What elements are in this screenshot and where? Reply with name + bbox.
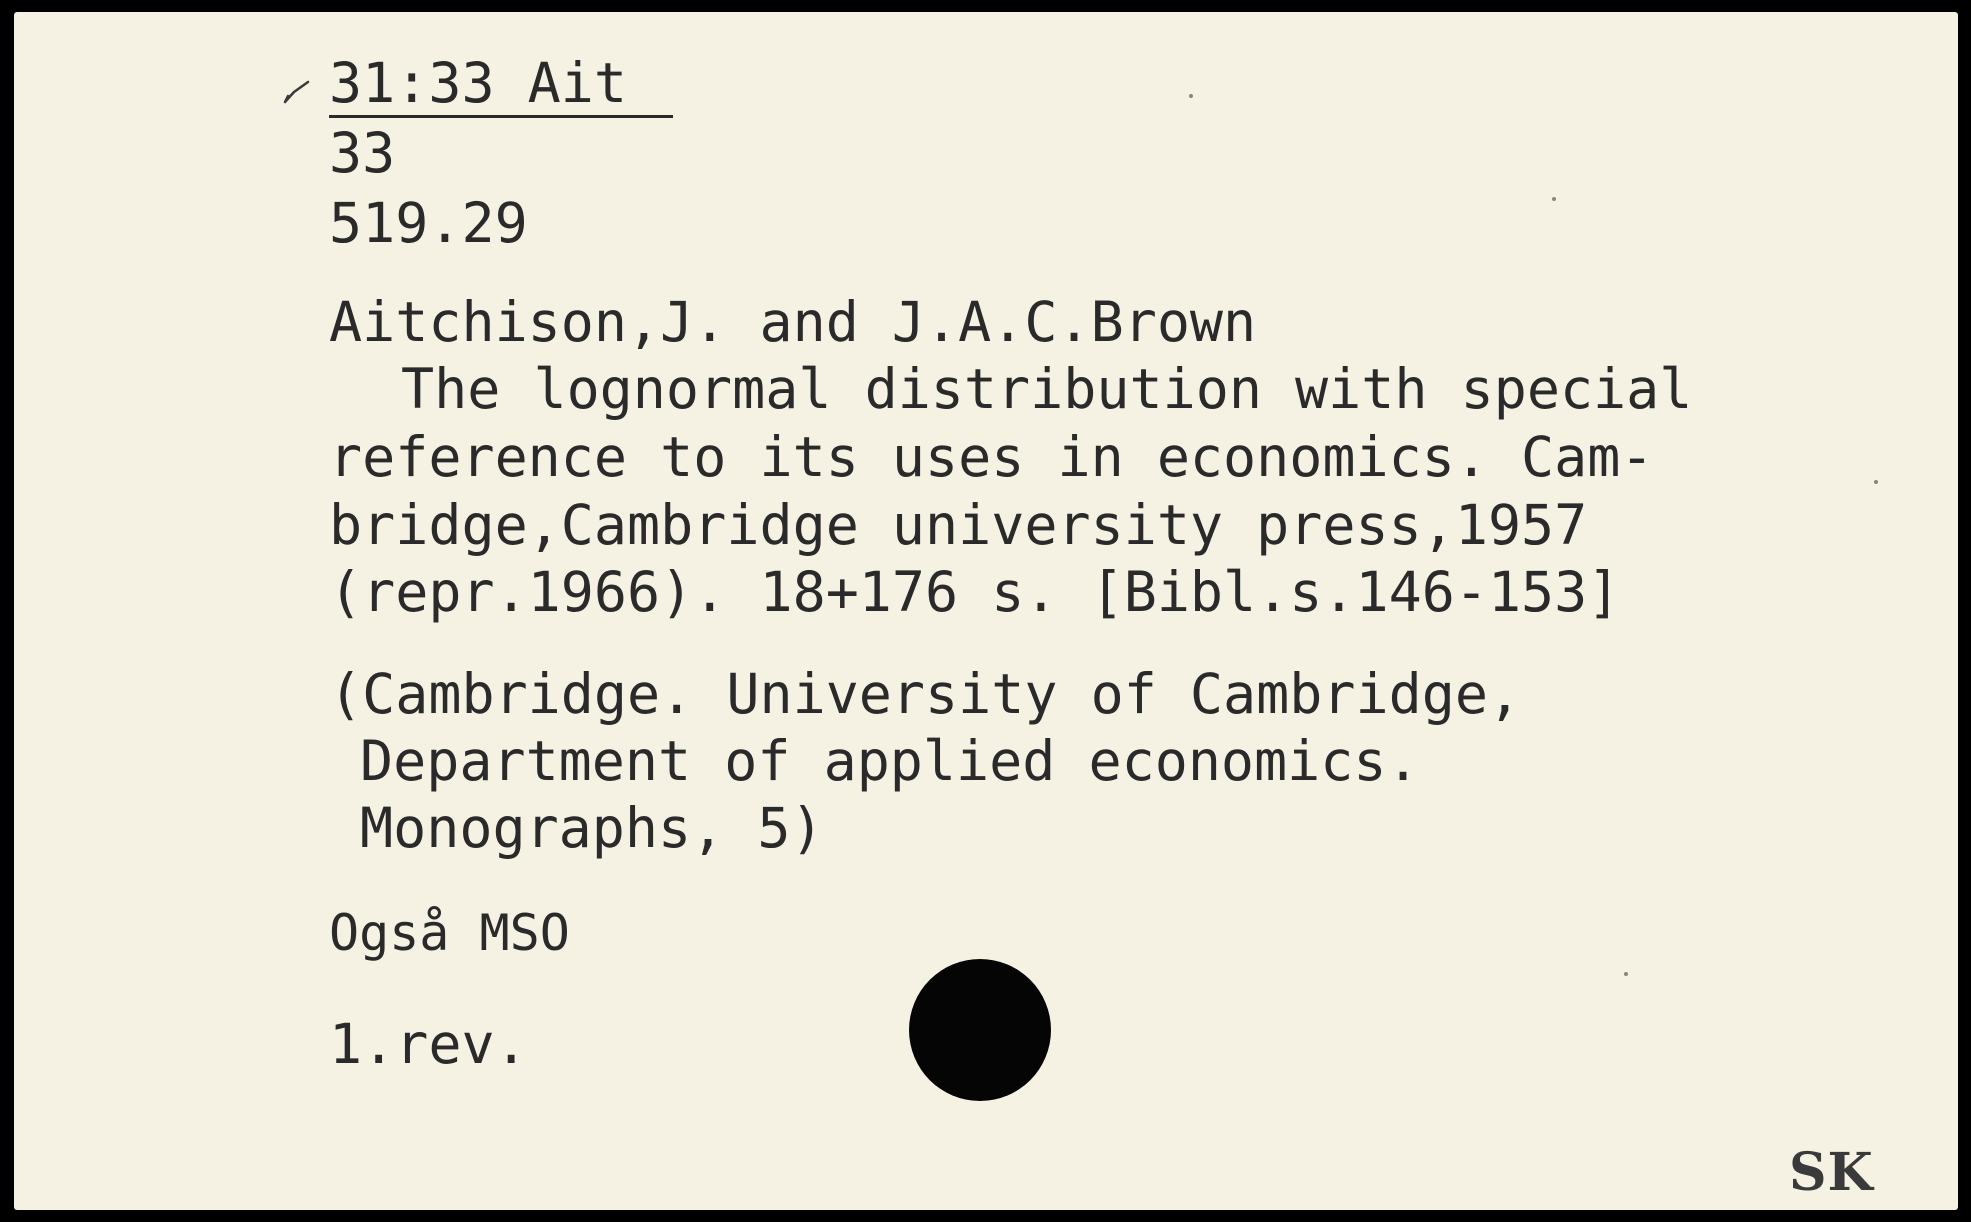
- call-number-secondary: 33: [329, 121, 396, 185]
- series-line: Department of applied economics.: [360, 729, 1420, 793]
- title-line: The lognormal distribution with special: [401, 357, 1693, 421]
- description-line: reference to its uses in economics. Cam-: [329, 425, 1654, 489]
- call-number-tertiary: 519.29: [329, 191, 528, 255]
- sk-stamp: SK: [1789, 1142, 1874, 1203]
- paper-speck: [1189, 94, 1193, 98]
- call-number-underline: [329, 115, 673, 118]
- description-line: bridge,Cambridge university press,1957: [329, 493, 1588, 557]
- paper-speck: [1874, 480, 1878, 484]
- series-line: (Cambridge. University of Cambridge,: [329, 662, 1522, 726]
- catalog-card: [14, 12, 1958, 1210]
- author-heading: Aitchison,J. and J.A.C.Brown: [329, 290, 1257, 354]
- series-line: Monographs, 5): [360, 796, 824, 860]
- punch-hole: [909, 959, 1051, 1101]
- pencil-check-mark-icon: [282, 78, 310, 106]
- also-note: Også MSO: [329, 904, 570, 962]
- description-line: (repr.1966). 18+176 s. [Bibl.s.146-153]: [329, 560, 1621, 624]
- paper-speck: [1624, 972, 1628, 976]
- call-number-primary: 31:33 Ait: [329, 51, 628, 115]
- paper-speck: [1552, 197, 1556, 201]
- revision-note: 1.rev.: [329, 1012, 528, 1076]
